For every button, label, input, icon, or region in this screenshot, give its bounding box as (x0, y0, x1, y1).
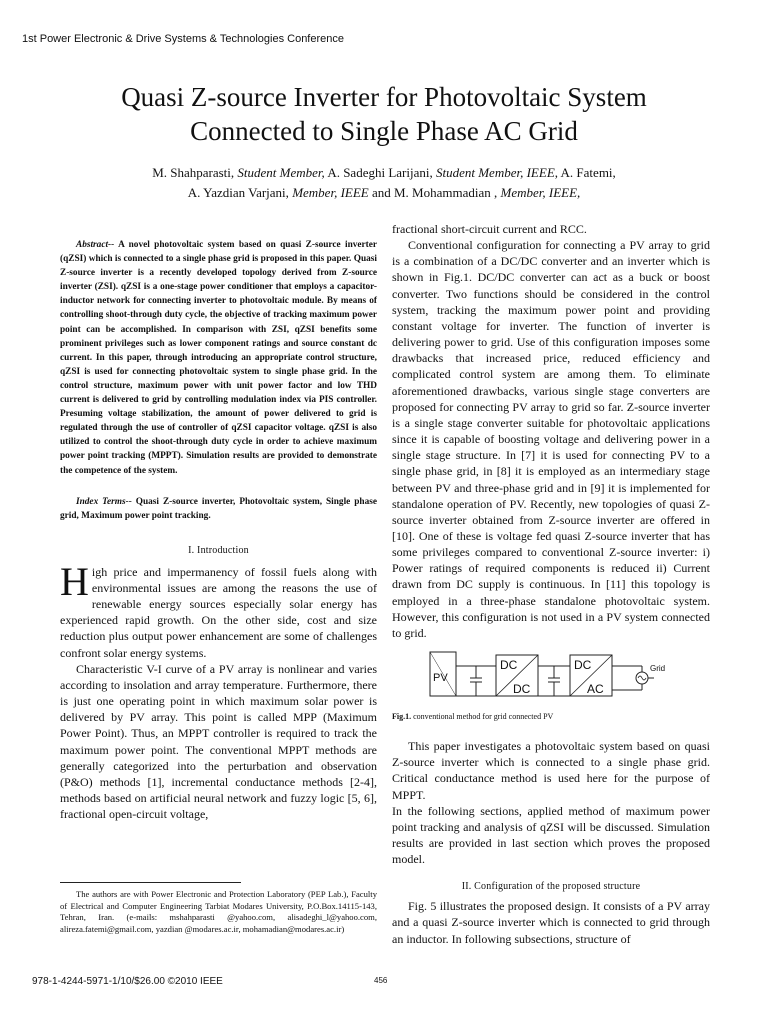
paragraph-continued: fractional short-circuit current and RCC. (392, 222, 587, 236)
author-line-1 (40, 163, 728, 183)
figure-caption-label: Fig.1. (392, 712, 412, 722)
dc-ac-top-label: DC (574, 658, 592, 673)
left-column (60, 238, 377, 822)
abstract (60, 238, 377, 478)
abstract-label: Abstract-- (76, 240, 115, 250)
index-terms-text: Quasi Z-source inverter, Photovoltaic system, Single phase grid, Maximum power point tracking. (60, 496, 377, 521)
pv-label: PV (433, 672, 448, 685)
figure-caption-text: conventional method for grid connected PV (411, 712, 554, 722)
dc-dc-top-label: DC (500, 658, 518, 673)
section-heading-introduction: I. Introduction (188, 544, 249, 556)
author-name: and M. Mohammadian , (368, 185, 501, 200)
author-line-2 (40, 183, 728, 203)
grid-label: Grid (650, 664, 666, 674)
paper-title (40, 80, 728, 148)
author-role: Student Member, (237, 165, 325, 180)
author-name: , A. Fatemi, (554, 165, 616, 180)
dc-ac-bottom-label: AC (587, 682, 604, 697)
footer-isbn: 978-1-4244-5971-1/10/$26.00 ©2010 IEEE (32, 976, 223, 987)
figure-1-block-diagram (392, 649, 710, 707)
dc-dc-bottom-label: DC (513, 682, 531, 697)
drop-cap: H (60, 558, 89, 604)
paragraph-conventional-configuration: Conventional configuration for connecting a PV array to grid is a combination of a DC/DC converter and an inverter which is shown in Fig.1. DC/DC converter can act as a buck or boost converter. Two functions should be considered in the control system, tracking the maximum power point and providing constant voltage for inverter. The function of inverter is delivering power to grid. Use of this configuration imposes some drawbacks that increased price, reduced efficiency and complicated control system are among them. To eliminate aforementioned drawbacks, various single stage converters are proposed for connecting PV array to grid so far. Z-source inverter is a single stage converter suitable for photovoltaic applications since it is capable of boosting voltage and delivering power in a single stage structure. In [7] it is used for connecting PV to a single phase grid, in [8] it is employed as an intermediary stage between PV and three-phase grid and in [9] it is implemented for standalone operation of PV. Recently, new topologies of quasi Z-source inverter obtained from Z-source inverter are offered in [10]. One of these is voltage fed quasi Z-source inverter that has some privileges compared to conventional Z-source inverter: i) Power ratings of required components is reduced ii) Current drawn from DC supply is continuous. In [11] this topology is employed in a three-phase standalone photovoltaic system. However, this configuration is not used in a PV system connected to grid. (392, 238, 710, 640)
author-role: Student Member, IEEE (435, 165, 555, 180)
paragraph-fig5: Fig. 5 illustrates the proposed design. It consists of a PV array and a quasi Z-source inverter which is connected to grid through an inductor. In following subsections, structure of (392, 899, 710, 946)
conference-header: 1st Power Electronic & Drive Systems & Technologies Conference (22, 33, 344, 45)
footnote-divider (60, 882, 241, 883)
intro-paragraph-1 (60, 558, 377, 661)
page-number: 456 (374, 976, 388, 985)
section-heading-configuration: II. Configuration of the proposed structure (461, 881, 641, 893)
author-list (40, 163, 728, 203)
paragraph-following-sections: In the following sections, applied method of maximum power point tracking and analysis of qZSI will be discussed. Simulation results are provided in last section which proves the proposed model. (392, 803, 710, 867)
index-terms (60, 495, 377, 523)
intro-paragraph-1-text: igh price and impermanency of fossil fuels along with environmental issues are among the reasons the use of renewable energy sources especially solar energy has experienced rapid growth. On the other side, cost and size reduction plus output power enhancement are some of challenges confront solar energy systems. (60, 564, 377, 660)
abstract-text: A novel photovoltaic system based on quasi Z-source inverter (qZSI) which is connected to a single phase grid is proposed in this paper. Quasi Z-source inverter is a recently developed topology derived from Z-source inverter (ZSI). qZSI is a one-stage power conditioner that employs a capacitor-inductor network for connecting inverter to photovoltaic module. By means of controlling shoot-through duty cycle, the objective of tracking maximum power point can be accomplished. In comparison with ZSI, qZSI benefits some prominent privileges such as lower component ratings and source constant dc current. In this paper, through introducing an appropriate control structure, qZSI is used for connecting photovoltaic system to single phase grid. In the control structure, maximum power with unit power factor and low THD current is delivered to grid by controlling modulation index via PIS controller. Presuming voltage stabilization, the amount of power delivered to grid is regulated through the use of controller of qZSI capacitor voltage. qZSI is also utilized to control the shoot-through duty cycle in order to achieve maximum power point tracking (MPPT). Simulation results are provided to demonstrate the competence of the system. (60, 240, 377, 476)
author-role: Member, IEEE, (500, 185, 581, 200)
intro-paragraph-2: Characteristic V-I curve of a PV array is nonlinear and varies according to insolation and array temperature. Furthermore, there is just one operating point in which maximum solar power is delivered by PV array. This point is called MPP (Maximum Power Point). Thus, an MPPT controller is required to track the maximum power point. The conventional MPPT methods are generally categorized into the perturbation and observation (P&O) methods [1], incremental conductance methods [2-4], methods based on artificial neural network and fuzzy logic [5, 6], fractional open-circuit voltage, (60, 661, 377, 822)
title-line-2: Connected to Single Phase AC Grid (190, 116, 578, 146)
right-column (392, 221, 710, 947)
author-affiliation-footnote: The authors are with Power Electronic and Protection Laboratory (PEP Lab.), Faculty of Electrical and Computer Engineering Tarbiat Modares University, P.O.Box.14115-143, Tehran, Iran. (e-mails: mshahparasti @yahoo.com, alisadeghi_l@yahoo.com, alireza.fatemi@gmail.com, yazdian @modares.ac.ir, mohamadian@modares.ac.ir) (60, 889, 377, 934)
author-name: A. Yazdian Varjani, (187, 185, 293, 200)
author-name: A. Sadeghi Larijani, (324, 165, 436, 180)
index-terms-label: Index Terms-- (76, 496, 132, 507)
title-line-1: Quasi Z-source Inverter for Photovoltaic System (121, 82, 647, 112)
paragraph-this-paper: This paper investigates a photovoltaic system based on quasi Z-source inverter which is connected to a single phase grid. Critical conductance method is used here for the purpose of MPPT. (392, 739, 710, 802)
figure-1-caption (392, 711, 710, 722)
author-name: M. Shahparasti, (152, 165, 238, 180)
author-role: Member, IEEE (292, 185, 369, 200)
block-diagram-svg (392, 649, 710, 707)
